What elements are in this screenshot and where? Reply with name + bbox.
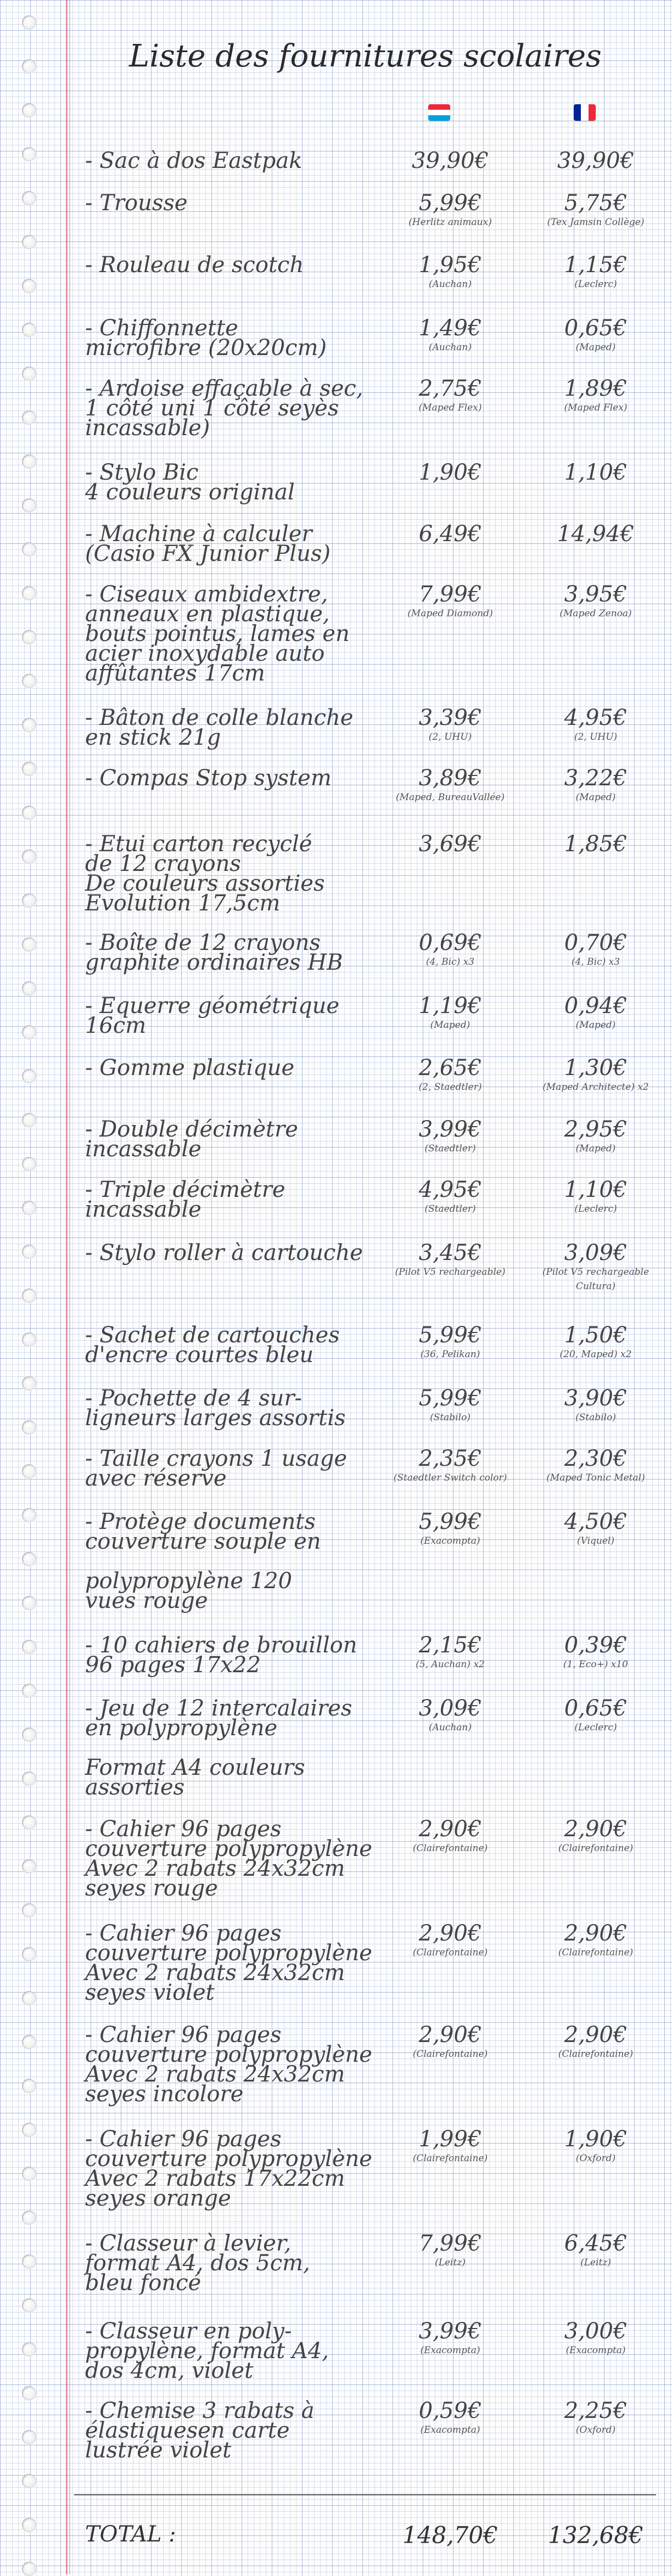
item-label: - Chemise 3 rabats à élastiquesen carte lustrée violet bbox=[85, 2398, 315, 2463]
price-luxembourg: 1,90€ bbox=[418, 460, 482, 485]
store-note-luxembourg: (Clairefontaine) bbox=[412, 1947, 488, 1958]
store-note-luxembourg: (36, Pelikan) bbox=[420, 1349, 480, 1360]
item-label: - Etui carton recyclé de 12 crayons De couleurs assorties Evolution 17,5cm bbox=[85, 831, 325, 916]
binder-hole bbox=[22, 15, 36, 30]
store-note-luxembourg: (Maped Flex) bbox=[418, 402, 482, 413]
margin-line-secondary bbox=[69, 0, 70, 2574]
store-note-france: (Maped) bbox=[575, 1143, 616, 1154]
price-france: 3,90€ bbox=[564, 1386, 628, 1411]
item-label: - Cahier 96 pages couverture polypropylène Avec 2 rabats 24x32cm seyes violet bbox=[85, 1921, 372, 2005]
binder-hole bbox=[22, 191, 36, 205]
price-france: 2,90€ bbox=[564, 1921, 628, 1946]
store-note-france: (Exacompta) bbox=[565, 2345, 626, 2356]
price-france: 1,90€ bbox=[564, 2127, 628, 2152]
item-label: - Sac à dos Eastpak bbox=[85, 148, 303, 173]
binder-hole bbox=[22, 2430, 36, 2444]
binder-hole bbox=[22, 2079, 36, 2093]
price-france: 6,45€ bbox=[564, 2231, 628, 2256]
item-label: - Machine à calculer (Casio FX Junior Plus) bbox=[85, 521, 331, 566]
item-label: - Stylo roller à cartouche bbox=[85, 1240, 363, 1265]
store-note-luxembourg: (4, Bic) x3 bbox=[425, 957, 475, 968]
binder-hole bbox=[22, 1771, 36, 1786]
price-france: 39,90€ bbox=[557, 148, 634, 173]
price-luxembourg: 1,95€ bbox=[418, 252, 482, 278]
store-note-luxembourg: (Maped Diamond) bbox=[407, 608, 493, 619]
price-luxembourg: 1,99€ bbox=[418, 2127, 482, 2152]
price-france: 1,85€ bbox=[564, 831, 628, 857]
store-note-luxembourg: (Auchan) bbox=[428, 1722, 472, 1733]
binder-hole bbox=[22, 235, 36, 249]
price-luxembourg: 3,89€ bbox=[418, 766, 482, 791]
total-luxembourg: 148,70€ bbox=[402, 2522, 498, 2549]
price-luxembourg: 3,39€ bbox=[418, 705, 482, 730]
luxembourg-flag-icon bbox=[428, 104, 450, 121]
binder-hole bbox=[22, 1376, 36, 1391]
total-label: TOTAL : bbox=[85, 2522, 176, 2547]
binder-hole bbox=[22, 410, 36, 425]
price-france: 1,89€ bbox=[564, 376, 628, 401]
store-note-luxembourg: (Clairefontaine) bbox=[412, 2153, 488, 2164]
page-title: Liste des fournitures scolaires bbox=[129, 38, 602, 74]
binder-hole bbox=[22, 1069, 36, 1083]
price-luxembourg: 6,49€ bbox=[418, 521, 482, 547]
item-label: - Cahier 96 pages couverture polypropylène Avec 2 rabats 24x32cm seyes incolore bbox=[85, 2022, 372, 2107]
total-france: 132,68€ bbox=[548, 2522, 643, 2549]
price-luxembourg: 2,90€ bbox=[418, 1921, 482, 1946]
store-note-france: (Clairefontaine) bbox=[558, 1843, 634, 1854]
price-luxembourg: 1,49€ bbox=[418, 316, 482, 341]
binder-hole bbox=[22, 367, 36, 381]
price-luxembourg: 5,99€ bbox=[418, 1386, 482, 1411]
price-france: 2,25€ bbox=[564, 2398, 628, 2423]
binder-hole bbox=[22, 1640, 36, 1654]
price-luxembourg: 2,15€ bbox=[418, 1633, 482, 1658]
item-label: - Boîte de 12 crayons graphite ordinaires HB bbox=[85, 930, 343, 975]
binder-hole bbox=[22, 674, 36, 688]
price-france: 3,22€ bbox=[564, 766, 628, 791]
price-luxembourg: 2,65€ bbox=[418, 1055, 482, 1081]
binder-hole bbox=[22, 1947, 36, 1961]
binder-hole bbox=[22, 1728, 36, 1742]
item-label: - Bâton de colle blanche en stick 21g bbox=[85, 705, 354, 750]
store-note-france: (Maped Architecte) x2 bbox=[542, 1082, 649, 1093]
price-france: 0,39€ bbox=[564, 1633, 628, 1658]
binder-hole bbox=[22, 850, 36, 864]
item-label: - Taille crayons 1 usage avec réserve bbox=[85, 1446, 348, 1491]
binder-hole bbox=[22, 1684, 36, 1698]
price-luxembourg: 2,90€ bbox=[418, 1816, 482, 1842]
binder-hole bbox=[22, 2167, 36, 2181]
item-label: - Rouleau de scotch bbox=[85, 252, 304, 278]
price-luxembourg: 3,99€ bbox=[418, 2319, 482, 2344]
price-luxembourg: 3,09€ bbox=[418, 1696, 482, 1721]
price-luxembourg: 7,99€ bbox=[418, 582, 482, 607]
item-label: - Classeur à levier, format A4, dos 5cm, bleu foncé bbox=[85, 2231, 310, 2296]
store-note-luxembourg: (Stabilo) bbox=[430, 1412, 471, 1423]
binder-hole bbox=[22, 1991, 36, 2005]
store-note-france: (20, Maped) x2 bbox=[559, 1349, 632, 1360]
item-label: - 10 cahiers de brouillon 96 pages 17x22 bbox=[85, 1633, 357, 1678]
item-label: - Equerre géométrique 16cm bbox=[85, 993, 340, 1038]
price-france: 2,95€ bbox=[564, 1117, 628, 1142]
store-note-luxembourg: (Auchan) bbox=[428, 279, 472, 290]
item-label: - Stylo Bic 4 couleurs original bbox=[85, 460, 295, 505]
binder-hole bbox=[22, 147, 36, 161]
store-note-france: (4, Bic) x3 bbox=[571, 957, 620, 968]
binder-hole bbox=[22, 2342, 36, 2356]
binder-hole bbox=[22, 981, 36, 995]
binder-hole bbox=[22, 323, 36, 337]
binder-hole bbox=[22, 2386, 36, 2400]
price-france: 2,90€ bbox=[564, 2022, 628, 2048]
price-luxembourg: 39,90€ bbox=[412, 148, 489, 173]
price-luxembourg: 0,69€ bbox=[418, 930, 482, 955]
store-note-france: (Maped Zenoa) bbox=[559, 608, 632, 619]
price-luxembourg: 2,35€ bbox=[418, 1446, 482, 1471]
france-flag-icon bbox=[574, 104, 596, 121]
binder-hole bbox=[22, 630, 36, 644]
store-note-luxembourg: (2, Staedtler) bbox=[418, 1082, 482, 1093]
binder-hole bbox=[22, 1201, 36, 1215]
price-france: 1,10€ bbox=[564, 460, 628, 485]
store-note-france: (Viquel) bbox=[576, 1536, 614, 1546]
price-france: 2,30€ bbox=[564, 1446, 628, 1471]
price-france: 5,75€ bbox=[564, 190, 628, 216]
price-luxembourg: 0,59€ bbox=[418, 2398, 482, 2423]
item-label: - Protège documents couverture souple en polypropylène 120 vues rouge bbox=[85, 1509, 321, 1613]
item-label: - Trousse bbox=[85, 190, 188, 216]
store-note-luxembourg: (Auchan) bbox=[428, 342, 472, 353]
store-note-france: (Stabilo) bbox=[575, 1412, 616, 1423]
binder-hole bbox=[22, 2298, 36, 2313]
binder-hole bbox=[22, 59, 36, 74]
price-luxembourg: 5,99€ bbox=[418, 1509, 482, 1534]
item-label: - Ciseaux ambidextre, anneaux en plastique, bouts pointus, lames en acier inoxydable auto affûtantes 17cm bbox=[85, 582, 350, 686]
binder-hole bbox=[22, 2562, 36, 2576]
binder-hole bbox=[22, 2518, 36, 2532]
price-france: 1,15€ bbox=[564, 252, 628, 278]
price-france: 0,70€ bbox=[564, 930, 628, 955]
margin-line bbox=[66, 0, 68, 2574]
store-note-luxembourg: (Clairefontaine) bbox=[412, 1843, 488, 1854]
binder-hole bbox=[22, 2035, 36, 2049]
total-divider bbox=[74, 2494, 656, 2495]
store-note-france: (2, UHU) bbox=[574, 732, 618, 743]
item-label: - Double décimètre incassable bbox=[85, 1117, 298, 1162]
store-note-luxembourg: (Staedtler) bbox=[424, 1203, 476, 1214]
price-france: 0,65€ bbox=[564, 1696, 628, 1721]
item-label: - Gomme plastique bbox=[85, 1055, 295, 1081]
item-label: - Cahier 96 pages couverture polypropylène Avec 2 rabats 17x22cm seyes orange bbox=[85, 2127, 372, 2211]
binder-hole bbox=[22, 762, 36, 776]
binder-hole bbox=[22, 718, 36, 732]
store-note-france: (Clairefontaine) bbox=[558, 2049, 634, 2060]
binder-hole bbox=[22, 103, 36, 117]
price-france: 0,65€ bbox=[564, 316, 628, 341]
store-note-luxembourg: (Staedtler Switch color) bbox=[393, 1472, 507, 1483]
binder-hole bbox=[22, 454, 36, 469]
price-luxembourg: 3,99€ bbox=[418, 1117, 482, 1142]
binder-hole bbox=[22, 2474, 36, 2488]
price-france: 1,30€ bbox=[564, 1055, 628, 1081]
store-note-luxembourg: (2, UHU) bbox=[428, 732, 472, 743]
binder-hole bbox=[22, 2211, 36, 2225]
binder-hole bbox=[22, 893, 36, 908]
price-luxembourg: 5,99€ bbox=[418, 1323, 482, 1348]
binder-hole bbox=[22, 1464, 36, 1478]
price-luxembourg: 5,99€ bbox=[418, 190, 482, 216]
price-luxembourg: 3,69€ bbox=[418, 831, 482, 857]
store-note-france: (Oxford) bbox=[575, 2425, 616, 2436]
binder-hole bbox=[22, 1113, 36, 1127]
store-note-luxembourg: (Clairefontaine) bbox=[412, 2049, 488, 2060]
binder-hole bbox=[22, 498, 36, 513]
binder-holes bbox=[22, 0, 44, 2574]
binder-hole bbox=[22, 1596, 36, 1610]
store-note-luxembourg: (Staedtler) bbox=[424, 1143, 476, 1154]
item-label: - Ardoise effaçable à sec, 1 côté uni 1 côté seyès incassable) bbox=[85, 376, 363, 441]
price-france: 3,95€ bbox=[564, 582, 628, 607]
binder-hole bbox=[22, 1332, 36, 1347]
store-note-luxembourg: (Exacompta) bbox=[420, 1536, 480, 1546]
binder-hole bbox=[22, 1025, 36, 1039]
binder-hole bbox=[22, 806, 36, 820]
binder-hole bbox=[22, 1157, 36, 1171]
store-note-france: (Oxford) bbox=[575, 2153, 616, 2164]
store-note-france: (Maped) bbox=[575, 1020, 616, 1031]
item-label: - Compas Stop system bbox=[85, 766, 332, 791]
price-france: 3,00€ bbox=[564, 2319, 628, 2344]
store-note-luxembourg: (Exacompta) bbox=[420, 2345, 480, 2356]
binder-hole bbox=[22, 1815, 36, 1830]
price-france: 14,94€ bbox=[557, 521, 634, 547]
price-france: 3,09€ bbox=[564, 1240, 628, 1265]
price-luxembourg: 2,75€ bbox=[418, 376, 482, 401]
binder-hole bbox=[22, 279, 36, 293]
price-france: 1,50€ bbox=[564, 1323, 628, 1348]
binder-hole bbox=[22, 1903, 36, 1917]
store-note-luxembourg: (Pilot V5 rechargeable) bbox=[395, 1267, 506, 1278]
store-note-france: (Maped) bbox=[575, 342, 616, 353]
store-note-france: (Leclerc) bbox=[574, 1722, 617, 1733]
store-note-france: (Leitz) bbox=[580, 2257, 611, 2268]
item-label: - Chiffonnette microfibre (20x20cm) bbox=[85, 316, 327, 361]
store-note-france: (Tex Jamsin Collège) bbox=[547, 217, 645, 228]
item-label: - Pochette de 4 sur- ligneurs larges assortis bbox=[85, 1386, 346, 1431]
binder-hole bbox=[22, 1420, 36, 1435]
binder-hole bbox=[22, 2123, 36, 2137]
item-label: - Cahier 96 pages couverture polypropylène Avec 2 rabats 24x32cm seyes rouge bbox=[85, 1816, 372, 1901]
item-label: - Jeu de 12 intercalaires en polypropylène Format A4 couleurs assorties bbox=[85, 1696, 352, 1800]
store-note-france: (Maped Tonic Metal) bbox=[546, 1472, 645, 1483]
store-note-france: (Maped) bbox=[575, 792, 616, 803]
binder-hole bbox=[22, 586, 36, 600]
store-note-luxembourg: (Exacompta) bbox=[420, 2425, 480, 2436]
store-note-luxembourg: (Leitz) bbox=[435, 2257, 466, 2268]
binder-hole bbox=[22, 1859, 36, 1874]
item-label: - Triple décimètre incassable bbox=[85, 1177, 285, 1222]
store-note-france: (Clairefontaine) bbox=[558, 1947, 634, 1958]
store-note-france: (Pilot V5 rechargeable Cultura) bbox=[542, 1267, 649, 1292]
binder-hole bbox=[22, 1552, 36, 1566]
item-label: - Classeur en poly- propylène, format A4, dos 4cm, violet bbox=[85, 2319, 329, 2383]
price-luxembourg: 2,90€ bbox=[418, 2022, 482, 2048]
store-note-luxembourg: (Herlitz animaux) bbox=[408, 217, 492, 228]
binder-hole bbox=[22, 542, 36, 556]
price-luxembourg: 4,95€ bbox=[418, 1177, 482, 1202]
price-france: 0,94€ bbox=[564, 993, 628, 1019]
binder-hole bbox=[22, 937, 36, 952]
store-note-france: (Leclerc) bbox=[574, 279, 617, 290]
price-france: 4,50€ bbox=[564, 1509, 628, 1534]
store-note-france: (Leclerc) bbox=[574, 1203, 617, 1214]
price-luxembourg: 3,45€ bbox=[418, 1240, 482, 1265]
store-note-luxembourg: (Maped, BureauVallée) bbox=[396, 792, 505, 803]
binder-hole bbox=[22, 1245, 36, 1259]
price-luxembourg: 1,19€ bbox=[418, 993, 482, 1019]
binder-hole bbox=[22, 1289, 36, 1303]
store-note-france: (Maped Flex) bbox=[564, 402, 628, 413]
price-france: 1,10€ bbox=[564, 1177, 628, 1202]
price-france: 4,95€ bbox=[564, 705, 628, 730]
binder-hole bbox=[22, 1508, 36, 1522]
binder-hole bbox=[22, 2254, 36, 2269]
item-label: - Sachet de cartouches d'encre courtes bleu bbox=[85, 1323, 340, 1368]
store-note-luxembourg: (5, Auchan) x2 bbox=[416, 1659, 485, 1670]
store-note-luxembourg: (Maped) bbox=[430, 1020, 471, 1031]
price-luxembourg: 7,99€ bbox=[418, 2231, 482, 2256]
price-france: 2,90€ bbox=[564, 1816, 628, 1842]
store-note-france: (1, Eco+) x10 bbox=[563, 1659, 628, 1670]
